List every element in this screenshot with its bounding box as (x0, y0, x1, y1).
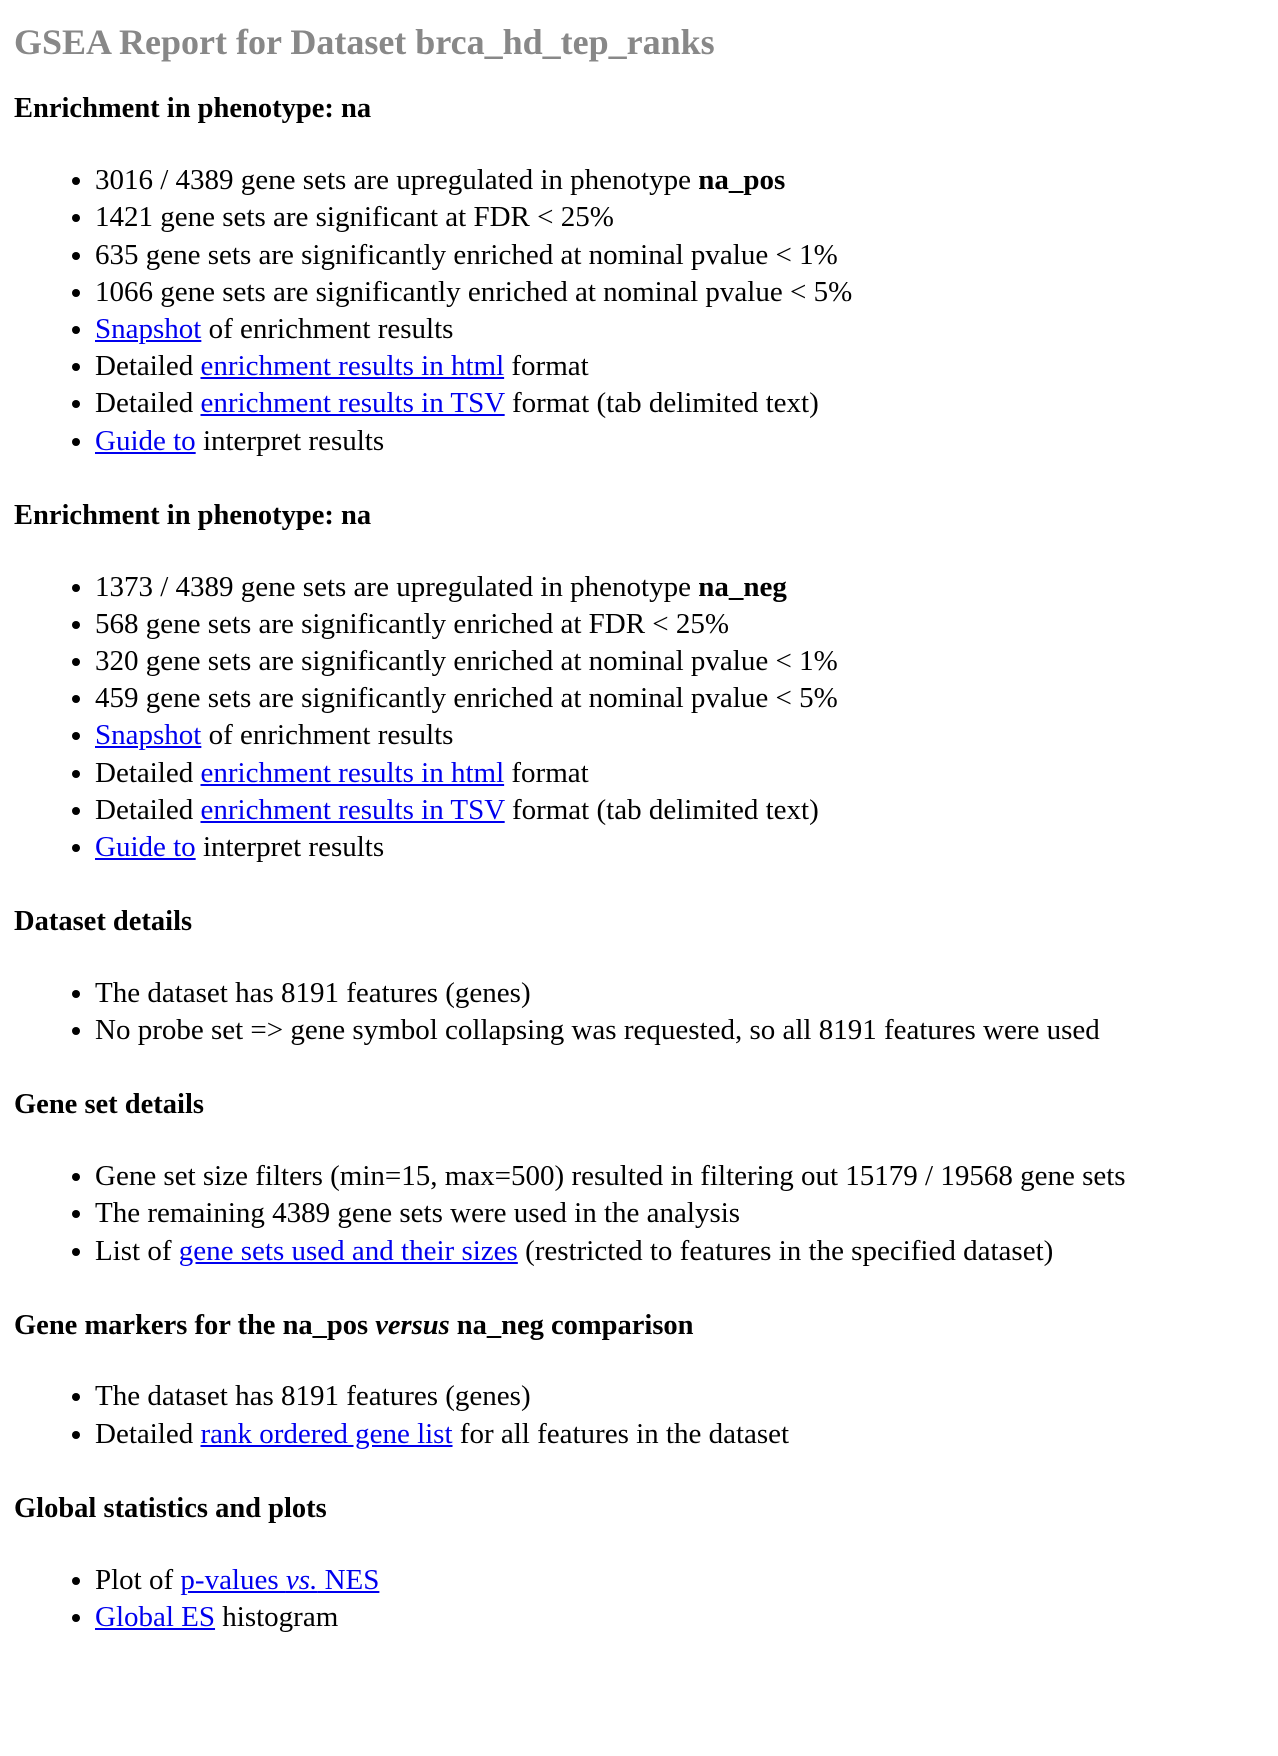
markers-rank-pre: Detailed (95, 1417, 201, 1450)
geneset-details-list (14, 1158, 1264, 1270)
neg-tsv-results-link[interactable]: enrichment results in TSV (200, 793, 505, 826)
neg-snapshot-link[interactable]: Snapshot (95, 719, 202, 752)
pos-enrichment-list (14, 162, 1264, 460)
geneset-sizes-link[interactable]: gene sets used and their sizes (178, 1234, 518, 1267)
pos-snapshot-text: of enrichment results (201, 312, 454, 345)
pos-html-results-link[interactable]: enrichment results in html (200, 350, 505, 383)
neg-p5-text: 459 gene sets are significantly enriched at nominal pvalue < 5% (95, 682, 838, 715)
neg-fdr-text: 568 gene sets are significantly enriched at FDR < 25% (95, 607, 730, 640)
global-stats-list (14, 1562, 1264, 1636)
pos-guide-text: interpret results (195, 424, 385, 457)
neg-upregulated-text: 1373 / 4389 gene sets are upregulated in phenotype (95, 570, 699, 603)
gene-markers-heading (14, 1310, 1264, 1343)
list-item (95, 1195, 1264, 1232)
pos-html-pre: Detailed (95, 350, 201, 383)
pos-html-post: format (504, 350, 589, 383)
neg-phenotype-name: na_neg (698, 570, 787, 603)
list-item (95, 1012, 1264, 1049)
pos-p1-text: 635 gene sets are significantly enriched at nominal pvalue < 1% (95, 238, 838, 271)
neg-p1-text: 320 gene sets are significantly enriched at nominal pvalue < 1% (95, 644, 838, 677)
markers-features-text: The dataset has 8191 features (genes) (95, 1380, 531, 1413)
geneset-details-heading: Gene set details (14, 1089, 204, 1121)
pos-phenotype-name: na_pos (698, 164, 786, 197)
list-item (95, 606, 1264, 643)
dataset-features-text: The dataset has 8191 features (genes) (95, 976, 531, 1009)
gene-markers-heading-versus: versus (375, 1309, 450, 1341)
list-item (95, 829, 1264, 866)
neg-tsv-post: format (tab delimited text) (504, 793, 819, 826)
list-item (95, 311, 1264, 348)
neg-tsv-pre: Detailed (95, 793, 201, 826)
dataset-details-heading: Dataset details (14, 906, 193, 938)
list-item (95, 643, 1264, 680)
pvalues-link-vs: vs. (285, 1563, 318, 1596)
gene-markers-heading-pre: Gene markers for the na_pos (14, 1309, 376, 1341)
pos-upregulated-text: 3016 / 4389 gene sets are upregulated in phenotype (95, 164, 699, 197)
nes-link-text: NES (317, 1563, 380, 1596)
pos-tsv-results-link[interactable]: enrichment results in TSV (200, 387, 505, 420)
neg-enrichment-heading: Enrichment in phenotype: na (14, 499, 372, 531)
dataset-collapse-text: No probe set => gene symbol collapsing was requested, so all 8191 features were used (95, 1014, 1100, 1047)
list-item (95, 237, 1264, 274)
list-item (95, 975, 1264, 1012)
markers-rank-post: for all features in the dataset (452, 1417, 790, 1450)
neg-html-results-link[interactable]: enrichment results in html (200, 756, 505, 789)
neg-enrichment-list (14, 569, 1264, 867)
dataset-details-list (14, 975, 1264, 1049)
pos-enrichment-heading: Enrichment in phenotype: na (14, 93, 372, 125)
list-item (95, 1158, 1264, 1195)
pos-guide-link[interactable]: Guide to (95, 424, 196, 457)
list-item (95, 1562, 1264, 1599)
list-item (95, 717, 1264, 754)
list-item (95, 680, 1264, 717)
neg-snapshot-text: of enrichment results (201, 719, 454, 752)
list-item (95, 348, 1264, 385)
neg-guide-text: interpret results (195, 830, 385, 863)
geneset-list-pre: List of (95, 1234, 179, 1267)
geneset-remaining-text: The remaining 4389 gene sets were used in the analysis (95, 1197, 741, 1230)
global-hist-text: histogram (215, 1600, 339, 1633)
pos-fdr-text: 1421 gene sets are significant at FDR < 25% (95, 201, 614, 234)
list-item (95, 792, 1264, 829)
page-title: GSEA Report for Dataset brca_hd_tep_ranks (14, 22, 715, 62)
gene-markers-heading-post: na_neg comparison (449, 1309, 694, 1341)
geneset-list-post: (restricted to features in the specified dataset) (517, 1234, 1054, 1267)
pos-tsv-pre: Detailed (95, 387, 201, 420)
list-item (95, 1416, 1264, 1453)
global-es-link[interactable]: Global ES (95, 1600, 216, 1633)
list-item (95, 274, 1264, 311)
geneset-filters-text: Gene set size filters (min=15, max=500) resulted in filtering out 15179 / 19568 gene sets (95, 1160, 1126, 1193)
global-plot-pre: Plot of (95, 1563, 181, 1596)
gene-markers-list (14, 1378, 1264, 1452)
list-item (95, 423, 1264, 460)
rank-ordered-list-link[interactable]: rank ordered gene list (200, 1417, 453, 1450)
pos-p5-text: 1066 gene sets are significantly enriched at nominal pvalue < 5% (95, 275, 853, 308)
list-item (95, 385, 1264, 422)
pos-tsv-post: format (tab delimited text) (504, 387, 819, 420)
neg-html-post: format (504, 756, 589, 789)
list-item (95, 1378, 1264, 1415)
list-item (95, 755, 1264, 792)
pos-snapshot-link[interactable]: Snapshot (95, 312, 202, 345)
neg-html-pre: Detailed (95, 756, 201, 789)
list-item (95, 1233, 1264, 1270)
list-item (95, 1599, 1264, 1636)
global-stats-heading: Global statistics and plots (14, 1492, 327, 1524)
neg-guide-link[interactable]: Guide to (95, 830, 196, 863)
list-item (95, 162, 1264, 199)
pvalues-link-text: p-values (180, 1563, 286, 1596)
pvalues-vs-nes-link[interactable] (180, 1564, 379, 1596)
list-item (95, 569, 1264, 606)
list-item (95, 199, 1264, 236)
